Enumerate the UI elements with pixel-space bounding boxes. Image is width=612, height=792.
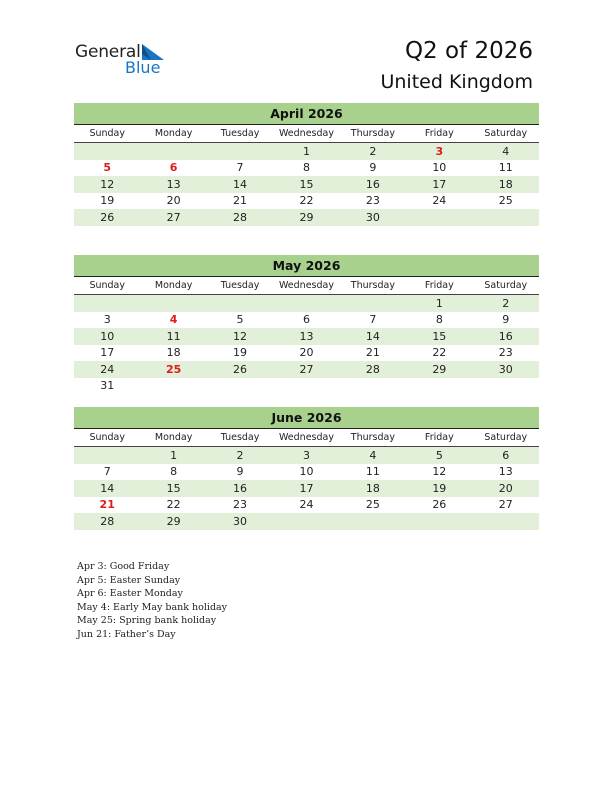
month-header: May 2026 <box>74 255 539 277</box>
day-cell: 24 <box>74 361 140 378</box>
weekday-header: Friday <box>406 125 472 143</box>
logo-word-general: General <box>75 42 141 62</box>
day-cell: 9 <box>369 161 377 175</box>
day-cell: 23 <box>233 498 248 512</box>
day-cell: 19 <box>406 480 472 497</box>
day-cell: 23 <box>498 346 513 360</box>
weekday-header: Sunday <box>74 429 140 447</box>
week-row <box>74 345 539 362</box>
weekday-header: Tuesday <box>207 277 273 295</box>
day-cell: 28 <box>74 513 140 530</box>
day-cell <box>340 295 406 312</box>
day-cell: 2 <box>340 143 406 160</box>
day-cell: 3 <box>103 313 111 327</box>
day-cell <box>473 513 539 530</box>
week-row <box>74 361 539 378</box>
day-cell: 29 <box>406 361 472 378</box>
day-cell: 20 <box>473 480 539 497</box>
month-calendar-april <box>74 103 539 226</box>
week-row <box>74 295 539 312</box>
month-grid <box>74 277 539 394</box>
weekday-header: Saturday <box>473 277 539 295</box>
day-cell: 26 <box>207 361 273 378</box>
day-cell <box>273 513 339 530</box>
day-cell: 16 <box>207 480 273 497</box>
day-cell: 21 <box>365 346 380 360</box>
day-cell: 11 <box>498 161 513 175</box>
logo-word-blue: Blue <box>125 58 161 77</box>
day-cell: 17 <box>406 176 472 193</box>
day-cell: 19 <box>233 346 248 360</box>
day-cell <box>473 209 539 226</box>
month-header: June 2026 <box>74 407 539 429</box>
day-cell: 18 <box>166 346 181 360</box>
week-row <box>74 464 539 481</box>
day-cell: 4 <box>340 447 406 464</box>
month-grid <box>74 429 539 530</box>
day-cell: 10 <box>299 465 314 479</box>
day-cell: 20 <box>166 194 181 208</box>
weekday-header: Thursday <box>340 277 406 295</box>
day-cell: 6 <box>473 447 539 464</box>
day-cell: 7 <box>103 465 111 479</box>
weekday-header: Friday <box>406 429 472 447</box>
day-cell: 30 <box>473 361 539 378</box>
page-title: Q2 of 2026 <box>404 38 533 64</box>
holiday-notes <box>77 560 227 641</box>
day-cell: 13 <box>140 176 206 193</box>
generalblue-logo <box>75 42 175 78</box>
day-cell: 15 <box>140 480 206 497</box>
day-cell: 1 <box>140 447 206 464</box>
day-cell: 11 <box>365 465 380 479</box>
day-cell <box>74 143 140 160</box>
weekday-header: Monday <box>140 277 206 295</box>
day-cell: 15 <box>273 176 339 193</box>
day-cell: 1 <box>406 295 472 312</box>
month-calendar-may <box>74 255 539 394</box>
month-calendar-june <box>74 407 539 530</box>
week-row <box>74 160 539 177</box>
weekday-header: Tuesday <box>207 429 273 447</box>
day-cell: 14 <box>207 176 273 193</box>
week-row <box>74 497 539 514</box>
weekday-header: Monday <box>140 125 206 143</box>
day-cell: 8 <box>435 313 443 327</box>
day-cell: 30 <box>340 209 406 226</box>
day-cell: 12 <box>432 465 447 479</box>
day-cell: 3 <box>273 447 339 464</box>
day-cell <box>207 378 273 395</box>
weekday-header: Friday <box>406 277 472 295</box>
week-row <box>74 480 539 497</box>
day-cell: 15 <box>406 328 472 345</box>
holiday-note: Jun 21: Father’s Day <box>77 628 176 640</box>
day-cell <box>207 295 273 312</box>
weekday-header: Wednesday <box>273 125 339 143</box>
day-cell: 24 <box>299 498 314 512</box>
day-cell: 28 <box>207 209 273 226</box>
day-cell <box>140 143 206 160</box>
weekday-header: Sunday <box>74 125 140 143</box>
weekday-header: Monday <box>140 429 206 447</box>
day-cell: 30 <box>207 513 273 530</box>
day-cell: 17 <box>273 480 339 497</box>
day-cell: 25 <box>365 498 380 512</box>
day-cell: 9 <box>236 465 244 479</box>
day-cell: 13 <box>273 328 339 345</box>
weekday-header: Wednesday <box>273 277 339 295</box>
day-cell: 22 <box>432 346 447 360</box>
day-cell: 14 <box>340 328 406 345</box>
week-row <box>74 312 539 329</box>
weekday-header: Thursday <box>340 429 406 447</box>
day-cell: 25 <box>140 361 206 378</box>
weekday-header: Tuesday <box>207 125 273 143</box>
day-cell: 16 <box>340 176 406 193</box>
day-cell: 18 <box>340 480 406 497</box>
weekday-header: Sunday <box>74 277 140 295</box>
day-cell: 4 <box>169 313 178 327</box>
day-cell <box>207 143 273 160</box>
day-cell: 4 <box>473 143 539 160</box>
week-row <box>74 328 539 345</box>
day-cell: 31 <box>100 379 115 393</box>
day-cell: 18 <box>473 176 539 193</box>
day-cell: 9 <box>502 313 510 327</box>
day-cell: 5 <box>103 161 112 175</box>
day-cell: 17 <box>100 346 115 360</box>
day-cell: 8 <box>170 465 178 479</box>
day-cell: 21 <box>99 498 115 512</box>
day-cell <box>406 378 472 395</box>
day-cell <box>406 209 472 226</box>
day-cell: 19 <box>100 194 115 208</box>
day-cell: 13 <box>498 465 513 479</box>
week-row <box>74 176 539 193</box>
day-cell: 22 <box>299 194 314 208</box>
day-cell <box>74 447 140 464</box>
week-row <box>74 209 539 226</box>
week-row <box>74 447 539 464</box>
day-cell: 11 <box>140 328 206 345</box>
day-cell: 25 <box>498 194 513 208</box>
day-cell <box>140 295 206 312</box>
day-cell: 20 <box>299 346 314 360</box>
day-cell: 5 <box>236 313 244 327</box>
day-cell <box>273 295 339 312</box>
day-cell: 24 <box>432 194 447 208</box>
day-cell: 21 <box>233 194 248 208</box>
day-cell <box>340 513 406 530</box>
day-cell <box>273 378 339 395</box>
day-cell: 23 <box>365 194 380 208</box>
day-cell <box>406 513 472 530</box>
day-cell: 7 <box>369 313 377 327</box>
day-cell: 26 <box>432 498 447 512</box>
day-cell: 6 <box>302 313 310 327</box>
day-cell <box>340 378 406 395</box>
weekday-header: Thursday <box>340 125 406 143</box>
weekday-header: Saturday <box>473 125 539 143</box>
day-cell: 29 <box>273 209 339 226</box>
month-grid <box>74 125 539 226</box>
day-cell <box>74 295 140 312</box>
day-cell: 28 <box>340 361 406 378</box>
day-cell <box>473 378 539 395</box>
day-cell: 2 <box>207 447 273 464</box>
week-row <box>74 378 539 395</box>
week-row <box>74 143 539 160</box>
weekday-header: Saturday <box>473 429 539 447</box>
day-cell: 7 <box>236 161 244 175</box>
country-title: United Kingdom <box>380 71 533 93</box>
day-cell: 10 <box>432 161 447 175</box>
week-row <box>74 193 539 210</box>
day-cell: 10 <box>74 328 140 345</box>
day-cell: 12 <box>207 328 273 345</box>
day-cell: 8 <box>302 161 310 175</box>
month-header: April 2026 <box>74 103 539 125</box>
day-cell: 1 <box>273 143 339 160</box>
day-cell: 29 <box>140 513 206 530</box>
weekday-header: Wednesday <box>273 429 339 447</box>
holiday-note: Apr 3: Good Friday <box>77 561 170 572</box>
holiday-note: May 4: Early May bank holiday <box>77 601 228 613</box>
day-cell: 27 <box>140 209 206 226</box>
day-cell: 22 <box>166 498 181 512</box>
day-cell <box>140 378 206 395</box>
day-cell: 6 <box>169 161 178 175</box>
day-cell: 26 <box>74 209 140 226</box>
holiday-note: Apr 6: Easter Monday <box>77 588 183 599</box>
day-cell: 3 <box>406 143 472 160</box>
day-cell: 12 <box>74 176 140 193</box>
day-cell: 27 <box>273 361 339 378</box>
day-cell: 16 <box>473 328 539 345</box>
holiday-note: Apr 5: Easter Sunday <box>77 574 181 586</box>
day-cell: 5 <box>406 447 472 464</box>
day-cell: 2 <box>473 295 539 312</box>
day-cell: 27 <box>498 498 513 512</box>
day-cell: 14 <box>74 480 140 497</box>
holiday-note: May 25: Spring bank holiday <box>77 615 217 626</box>
week-row <box>74 513 539 530</box>
